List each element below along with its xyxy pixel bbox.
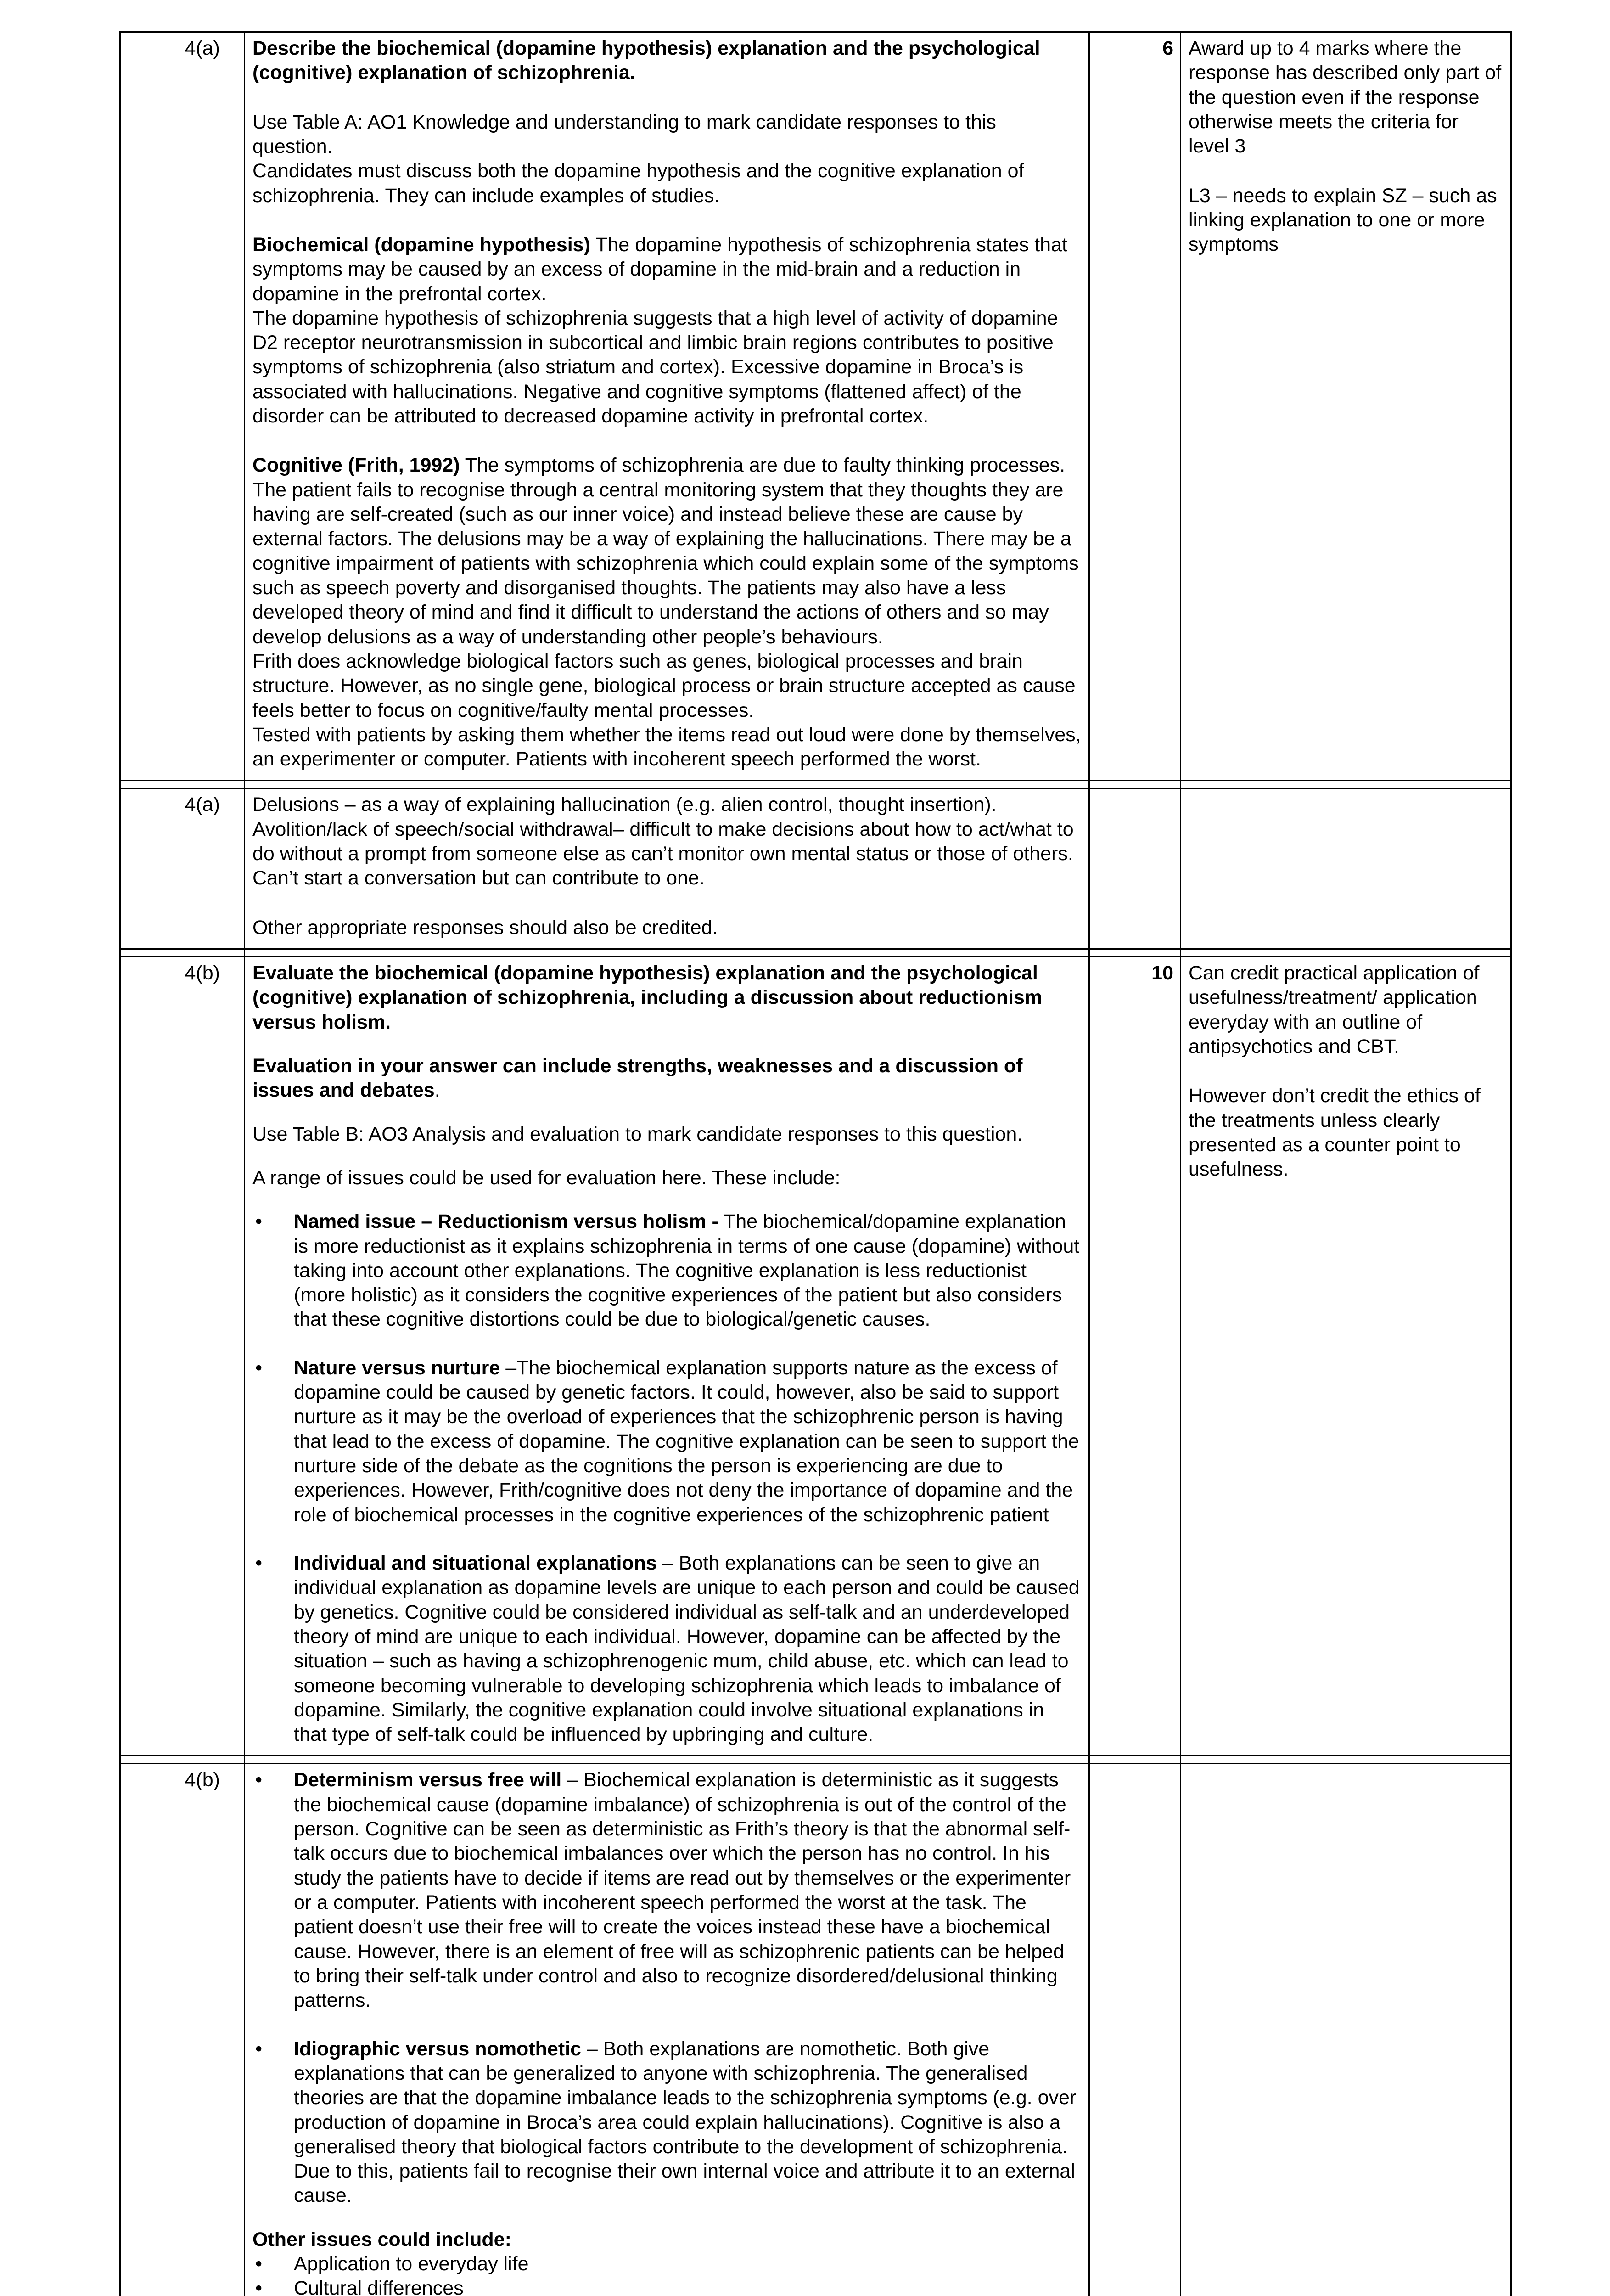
- other-issues-heading: Other issues could include:: [252, 2228, 511, 2251]
- answer-cell: [245, 957, 1089, 1756]
- cognitive-paragraph-3: Tested with patients by asking them whether the items read out loud were done by themselves, an experimenter or computer. Patients with incoherent speech performed the worst.: [252, 723, 1081, 771]
- guidance-text: Can credit practical application of usefulness/treatment/ application everyday with an outline of antipsychotics and CBT.: [1189, 962, 1480, 1058]
- question-number: 4(a): [120, 788, 245, 949]
- row-4b-main: [120, 957, 1511, 1756]
- guidance-cell: [1181, 957, 1511, 1756]
- issues-list: [252, 1768, 1081, 2208]
- answer-cell: [245, 788, 1089, 949]
- question-subtitle: Evaluation in your answer can include strengths, weaknesses and a discussion of issues and debates.: [252, 1054, 1023, 1102]
- question-title: Describe the biochemical (dopamine hypothesis) explanation and the psychological (cognitive) explanation of schizophrenia.: [252, 37, 1040, 84]
- row-separator: [120, 1756, 1511, 1764]
- list-item: • Idiographic versus nomothetic – Both explanations are nomothetic. Both give explanations that can be generalized to anyone with schizophrenia. The generalised theories are that the dopamine imbalance leads to the schizophrenia symptoms (e.g. over production of dopamine in Broca’s area could explain hallucinations). Cognitive is also a generalised theory that biological factors contribute to the development of schizophrenia. Due to this, patients fail to recognise their own internal voice and attribute it to an external cause.: [252, 2037, 1081, 2208]
- row-separator: [120, 781, 1511, 788]
- guidance-text-2: However don’t credit the ethics of the treatments unless clearly presented as a counter point to usefulness.: [1189, 1085, 1481, 1181]
- cognitive-paragraph: [252, 453, 1081, 649]
- biochemical-paragraph-2: The dopamine hypothesis of schizophrenia suggests that a high level of activity of dopamine D2 receptor neurotransmission in subcortical and limbic brain regions contributes to positive symptoms of schizophrenia (also striatum and cortex). Excessive dopamine in Broca’s is associated with hallucinations. Negative and cognitive symptoms (flattened affect) of the disorder can be attributed to decreased dopamine activity in prefrontal cortex.: [252, 307, 1058, 428]
- answer-cell: [245, 1764, 1089, 2296]
- marks-cell: [1089, 788, 1181, 949]
- guidance-cell: [1181, 1764, 1511, 2296]
- answer-cell: [245, 32, 1089, 781]
- biochemical-heading: Biochemical (dopamine hypothesis): [252, 233, 590, 256]
- issues-list: [252, 1210, 1081, 1747]
- biochemical-text: The dopamine hypothesis of schizophrenia states that symptoms may be caused by an excess of dopamine in the mid-brain and a reduction in dopamine in the prefrontal cortex.: [252, 233, 1067, 305]
- table-reference: Use Table A: AO1 Knowledge and understanding to mark candidate responses to this question.: [252, 111, 996, 158]
- other-responses-note: Other appropriate responses should also be credited.: [252, 916, 718, 939]
- other-issues-list: [252, 2252, 1081, 2296]
- question-title: Evaluate the biochemical (dopamine hypothesis) explanation and the psychological (cognitive) explanation of schizophrenia, including a discussion about reductionism versus holism.: [252, 962, 1043, 1033]
- question-number: 4(b): [120, 1764, 245, 2296]
- row-4a-continued: [120, 788, 1511, 949]
- mark-scheme-table: [119, 31, 1512, 2296]
- list-item: • Nature versus nurture –The biochemical explanation supports nature as the excess of dopamine could be caused by genetic factors. It could, however, also be said to support nurture as it may be the overload of experiences that the schizophrenic person is having that lead to the excess of dopamine. The cognitive explanation can be seen to support the nurture side of the debate as the cognitions the person is experiencing are due to experiences. However, Frith/cognitive does not deny the importance of dopamine and the role of biochemical processes in the cognitive experiences of the schizophrenic patient: [252, 1356, 1081, 1527]
- list-item: • Cultural differences: [252, 2276, 1081, 2296]
- issues-intro: A range of issues could be used for evaluation here. These include:: [252, 1166, 841, 1189]
- guidance-text: Award up to 4 marks where the response has described only part of the question even if the response otherwise meets the criteria for level 3: [1189, 37, 1502, 158]
- cognitive-heading: Cognitive (Frith, 1992): [252, 454, 460, 477]
- row-4b-continued: [120, 1764, 1511, 2296]
- guidance-cell: [1181, 788, 1511, 949]
- cognitive-text: The symptoms of schizophrenia are due to faulty thinking processes. The patient fails to recognise through a central monitoring system that they thoughts they are having are self-created (such as our inner voice) and instead believe these are cause by external factors. The delusions may be a way of explaining the hallucinations. There may be a cognitive impairment of patients with schizophrenia which could explain some of the symptoms such as speech poverty and disorganised thoughts. The patients may also have a less developed theory of mind and find it difficult to understand the actions of others and so may develop delusions as a way of understanding other people’s behaviours.: [252, 454, 1079, 648]
- table-reference: Use Table B: AO3 Analysis and evaluation to mark candidate responses to this question.: [252, 1123, 1023, 1145]
- biochemical-paragraph: [252, 233, 1081, 306]
- guidance-text-2: L3 – needs to explain SZ – such as linking explanation to one or more symptoms: [1189, 184, 1497, 256]
- answer-text: Delusions – as a way of explaining hallucination (e.g. alien control, thought insertion). Avolition/lack of speech/social withdrawal– difficult to make decisions about how to act/what to do without a prompt from someone else as can’t monitor own mental status or those of others. Can’t start a conversation but can contribute to one.: [252, 793, 1074, 889]
- question-number: 4(a): [120, 32, 245, 781]
- instructions: Candidates must discuss both the dopamine hypothesis and the cognitive explanation of schizophrenia. They can include examples of studies.: [252, 160, 1024, 207]
- marks-cell: 6: [1089, 32, 1181, 781]
- marks-cell: [1089, 1764, 1181, 2296]
- list-item: • Named issue – Reductionism versus holism - The biochemical/dopamine explanation is more reductionist as it explains schizophrenia in terms of one cause (dopamine) without taking into account other explanations. The cognitive explanation is less reductionist (more holistic) as it considers the cognitive experiences of the patient but also considers that these cognitive distortions could be due to biological/genetic causes.: [252, 1210, 1081, 1332]
- row-separator: [120, 949, 1511, 957]
- list-item: • Determinism versus free will – Biochemical explanation is deterministic as it suggests the biochemical cause (dopamine imbalance) of schizophrenia is out of the control of the person. Cognitive can be seen as deterministic as Frith’s theory is that the abnormal self-talk occurs due to biochemical imbalances over which the person has no control. In his study the patients have to decide if items are read out by themselves or the experimenter or a computer. Patients with incoherent speech performed the worst at the task. The patient doesn’t use their free will to create the voices instead these have a biochemical cause. However, there is an element of free will as schizophrenic patients can be helped to bring their self-talk under control and also to recognize disordered/delusional thinking patterns.: [252, 1768, 1081, 2013]
- row-4a-main: [120, 32, 1511, 781]
- list-item: • Individual and situational explanations – Both explanations can be seen to give an individual explanation as dopamine levels are unique to each person and could be caused by genetics. Cognitive could be considered individual as self-talk and an underdeveloped theory of mind are unique to each individual. However, dopamine can be affected by the situation – such as having a schizophrenogenic mum, child abuse, etc. which can lead to someone becoming vulnerable to developing schizophrenia which leads to imbalance of dopamine. Similarly, the cognitive explanation could involve situational explanations in that type of self-talk could be influenced by upbringing and culture.: [252, 1551, 1081, 1747]
- guidance-cell: [1181, 32, 1511, 781]
- marks-cell: 10: [1089, 957, 1181, 1756]
- list-item: • Application to everyday life: [252, 2252, 1081, 2276]
- cognitive-paragraph-2: Frith does acknowledge biological factors such as genes, biological processes and brain structure. However, as no single gene, biological process or brain structure accepted as cause feels better to focus on cognitive/faulty mental processes.: [252, 650, 1076, 721]
- question-number: 4(b): [120, 957, 245, 1756]
